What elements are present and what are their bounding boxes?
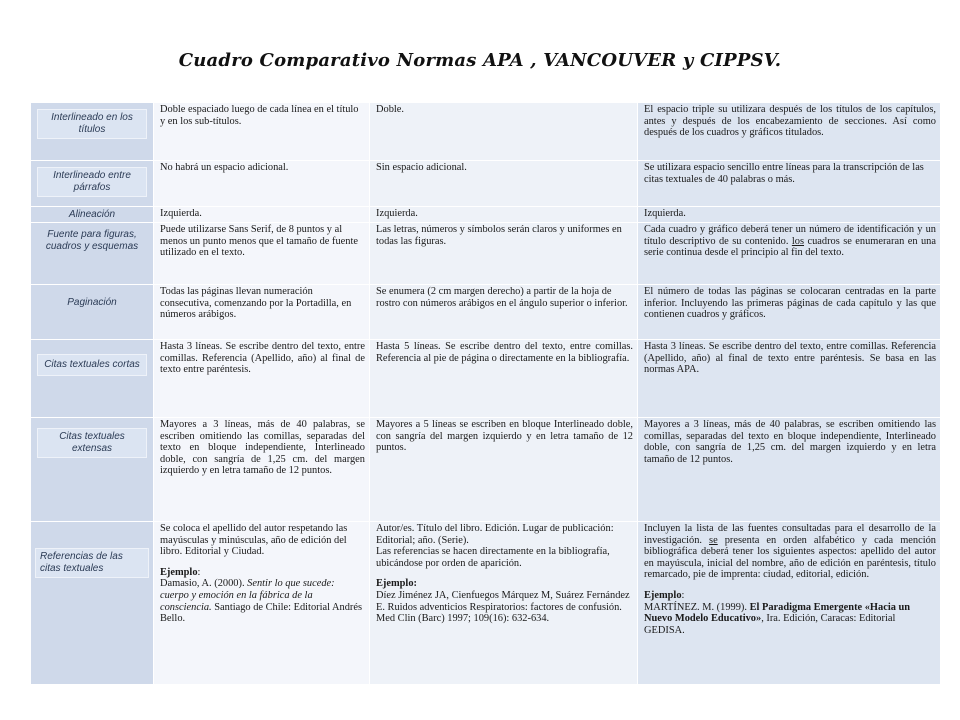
row-label-cell <box>31 418 154 522</box>
row-label: Interlineado entre párrafos <box>37 167 147 197</box>
cippsv-example-title: El Paradigma Emergente «Hacia un Nuevo Modelo Educativo» <box>644 601 911 625</box>
row-label-cell <box>31 223 154 285</box>
row-label-cell <box>31 285 154 340</box>
vancouver-example-text: Díez Jiménez JA, Cienfuegos Márquez M, Suárez Fernández E. Ruidos adventicios Respiratorios: factores de confusión. Med Clin (Barc) 1997; 109(16): 632-634. <box>376 589 630 625</box>
table-row <box>31 418 941 522</box>
cippsv-reference-text-b: presenta en orden alfabético y cada mención bibliográfica deberá tener los siguientes aspectos: apellido del autor en mayúscula, inicial del nombre, año de edición en paréntesis, título remarcado, pie de imprenta: ciudad, editorial, edición. <box>644 534 936 581</box>
cippsv-cell: Mayores a 3 líneas, más de 40 palabras, se escriben omitiendo las comillas, separadas del texto en bloque independiente, Interlineado doble, con sangría de 1,25 cm. del margen izquierdo y en letra tamaño de 12 puntos. <box>638 418 941 522</box>
cippsv-cell: Hasta 3 líneas. Se escribe dentro del texto, entre comillas. Referencia (Apellido, año) al final de texto entre paréntesis. Se basa en las normas APA. <box>638 340 941 418</box>
apa-cell <box>154 522 370 685</box>
cippsv-reference-text <box>644 523 936 581</box>
cippsv-text-b: cuadros se enumeraran en una serie continua desde el principio al fin del texto. <box>644 235 936 259</box>
row-label: Interlineado en los títulos <box>37 109 147 139</box>
cippsv-example-author: MARTÍNEZ. M. (1999). <box>644 601 747 613</box>
apa-example-label: Ejemplo <box>160 566 198 578</box>
vancouver-example-label: Ejemplo: <box>376 578 417 590</box>
comparison-table <box>30 102 941 685</box>
cippsv-example-block <box>644 590 936 602</box>
row-label: Referencias de las citas textuales <box>35 548 149 578</box>
row-label: Alineación <box>68 209 116 220</box>
row-label-cell <box>31 103 154 161</box>
apa-example-block <box>160 567 365 579</box>
cippsv-example-text <box>644 602 936 637</box>
vancouver-cell: Izquierda. <box>370 207 638 223</box>
cippsv-example-colon: : <box>681 589 685 601</box>
vancouver-cell: Sin espacio adicional. <box>370 161 638 207</box>
cippsv-reference-text-underlined: se <box>709 534 718 546</box>
apa-cell: Izquierda. <box>154 207 370 223</box>
vancouver-cell: Se enumera (2 cm margen derecho) a partir de la hoja de rostro con números arábigos en el ángulo superior o inferior. <box>370 285 638 340</box>
apa-example-text <box>160 578 365 624</box>
cippsv-example-publisher: , Ira. Edición, Caracas: Editorial GEDISA. <box>644 613 896 636</box>
row-label-cell <box>31 522 154 685</box>
cippsv-cell <box>638 522 941 685</box>
apa-reference-text: Se coloca el apellido del autor respetando las mayúsculas y minúsculas, año de edición del libro. Editorial y Ciudad. <box>160 523 348 558</box>
row-label: Citas textuales cortas <box>37 354 147 376</box>
cippsv-cell: El espacio triple su utilizara después de los títulos de los capítulos, antes y después de los encabezamiento de secciones. Así como después de los cuadros y gráficos titulados. <box>638 103 941 161</box>
row-label-cell <box>31 207 154 223</box>
vancouver-cell: Doble. <box>370 103 638 161</box>
cippsv-cell: Se utilizara espacio sencillo entre líneas para la transcripción de las citas textuales de 40 palabras o más. <box>638 161 941 207</box>
row-label: Paginación <box>67 297 117 308</box>
table-row <box>31 161 941 207</box>
vancouver-cell: Hasta 5 líneas. Se escribe dentro del texto, entre comillas. Referencia al pie de página o directamente en la bibliografía. <box>370 340 638 418</box>
cippsv-text-a: Cada cuadro y gráfico deberá tener un número de identificación y un título descriptivo de su contenido. <box>644 224 936 247</box>
table-row <box>31 340 941 418</box>
table-row <box>31 285 941 340</box>
apa-cell: Doble espaciado luego de cada línea en el título y en los sub-títulos. <box>154 103 370 161</box>
vancouver-cell: Las letras, números y símbolos serán claros y uniformes en todas las figuras. <box>370 223 638 285</box>
table-row <box>31 223 941 285</box>
row-label-cell <box>31 340 154 418</box>
cippsv-text-underlined: los <box>791 235 805 247</box>
row-label: Fuente para figuras, cuadros y esquemas <box>45 229 139 252</box>
vancouver-cell <box>370 522 638 685</box>
row-label-cell <box>31 161 154 207</box>
apa-example-publisher: Santiago de Chile: Editorial Andrés Bello. <box>160 601 363 625</box>
comparison-table-wrapper <box>30 102 940 686</box>
vancouver-cell: Mayores a 5 líneas se escriben en bloque Interlineado doble, con sangría del margen izquierdo y en letra tamaño de 12 puntos. <box>370 418 638 522</box>
cippsv-cell <box>638 223 941 285</box>
apa-example-title: Sentir lo que sucede: cuerpo y emoción en la fábrica de la consciencia. <box>160 578 335 613</box>
page-title: Cuadro Comparativo Normas APA , VANCOUVER y CIPPSV. <box>178 50 782 71</box>
table-row <box>31 522 941 685</box>
vancouver-reference-text-2: Las referencias se hacen directamente en la bibliografía, ubicándose por orden de aparición. <box>376 546 610 569</box>
row-label: Citas textuales extensas <box>37 428 147 458</box>
table-row <box>31 207 941 223</box>
apa-cell: Todas las páginas llevan numeración consecutiva, comenzando por la Portadilla, en números arábigos. <box>154 285 370 340</box>
apa-example-colon: : <box>197 566 201 578</box>
apa-cell: Hasta 3 líneas. Se escribe dentro del texto, entre comillas. Referencia (Apellido, año) al final de texto entre paréntesis. <box>154 340 370 418</box>
apa-cell: Puede utilizarse Sans Serif, de 8 puntos y al menos un punto menos que el tamaño de fuente utilizado en el texto. <box>154 223 370 285</box>
apa-cell: No habrá un espacio adicional. <box>154 161 370 207</box>
cippsv-cell: El número de todas las páginas se colocaran centradas en la parte inferior. Incluyendo las primeras páginas de cada capítulo y las que contienen cuadros y gráficos. <box>638 285 941 340</box>
apa-example-author: Damasio, A. (2000). <box>160 578 245 590</box>
table-row <box>31 103 941 161</box>
cippsv-reference-text-a: Incluyen la lista de las fuentes consultadas para el desarrollo de la investigación. <box>644 523 936 546</box>
cippsv-example-label: Ejemplo <box>644 589 682 601</box>
cippsv-cell: Izquierda. <box>638 207 941 223</box>
apa-cell: Mayores a 3 líneas, más de 40 palabras, se escriben omitiendo las comillas, separadas del texto en bloque independiente, Interlineado doble, con sangría de 1,25 cm. del margen izquierdo y en letra tamaño de 12 puntos. <box>154 418 370 522</box>
vancouver-reference-text-1: Autor/es. Título del libro. Edición. Lugar de publicación: Editorial; año. (Serie). <box>376 523 614 546</box>
